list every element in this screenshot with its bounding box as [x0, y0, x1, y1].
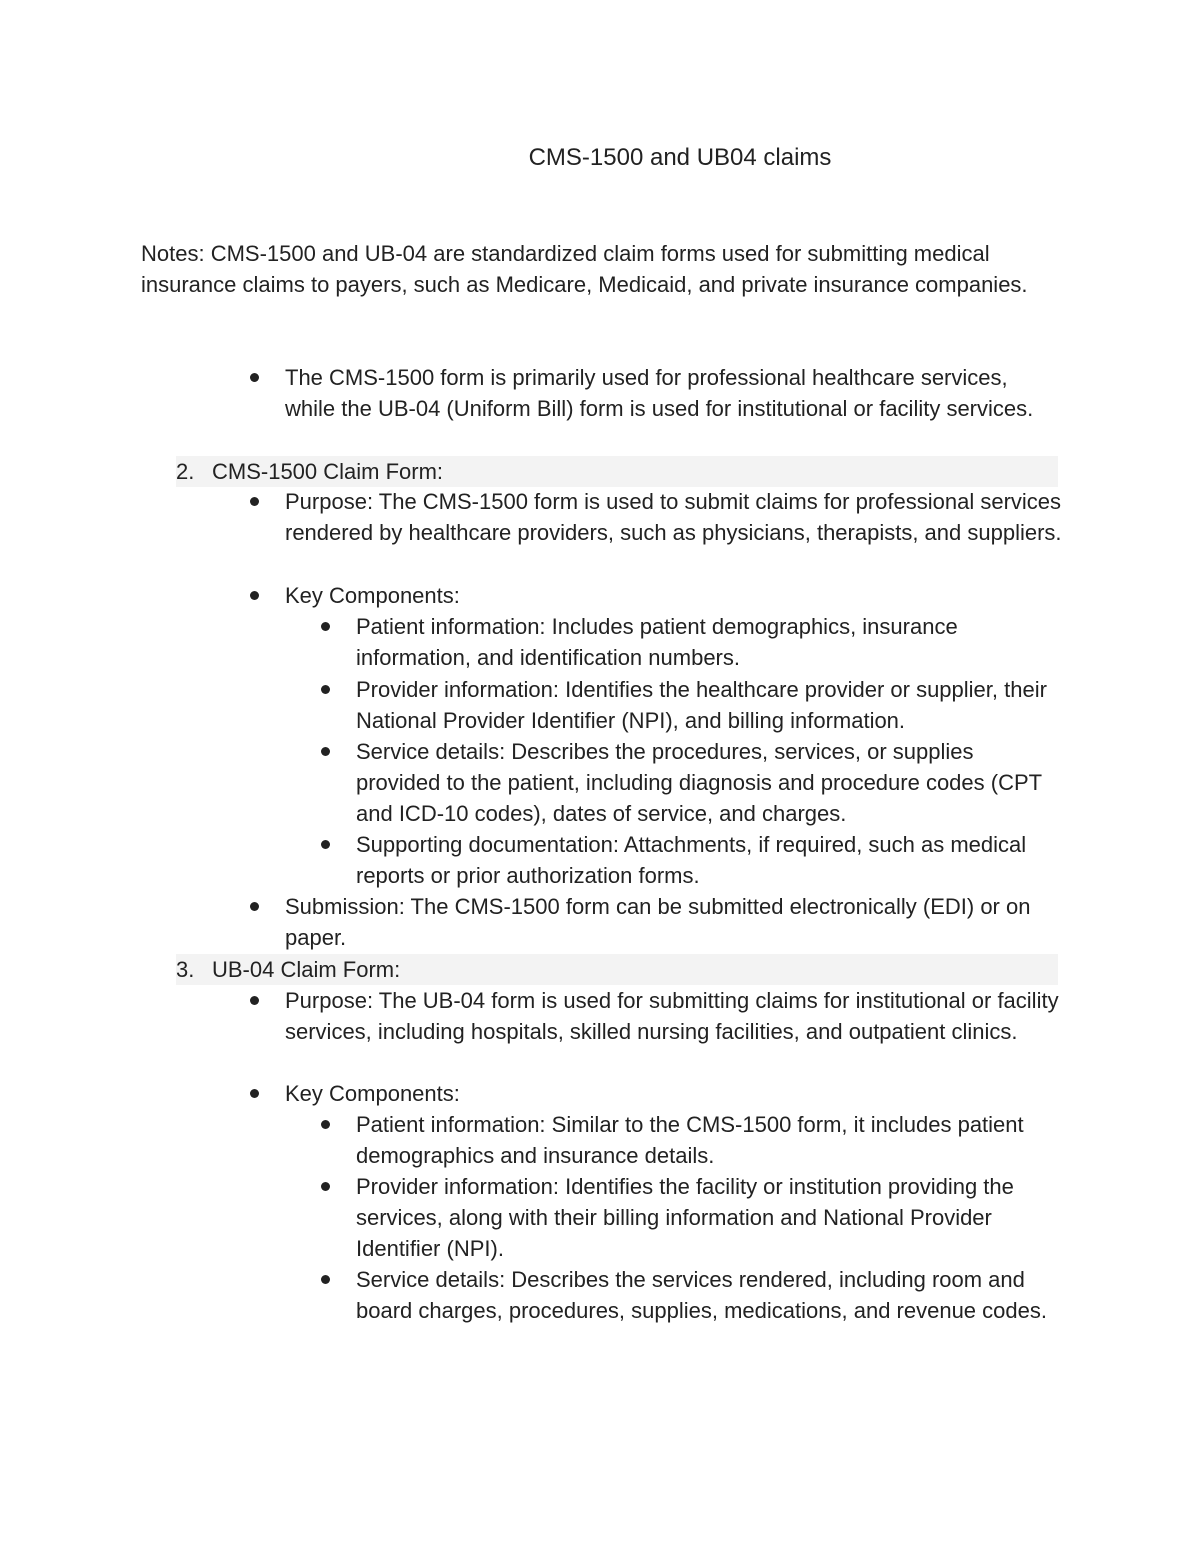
bullet-icon — [321, 840, 330, 849]
bullet-icon — [250, 902, 259, 911]
bullet-icon — [250, 373, 259, 382]
section-heading-text: CMS-1500 Claim Form: — [212, 459, 444, 484]
cms1500-component-text: Supporting documentation: Attachments, if required, such as medical reports or prior authorization forms. — [356, 832, 1027, 889]
ub04-key-components-bullet — [250, 1078, 1062, 1109]
ub04-component-item — [321, 1109, 1061, 1171]
overview-bullet-text: The CMS-1500 form is primarily used for professional healthcare services, while the UB-04 (Uniform Bill) form is used for institutional or facility services. — [285, 365, 1034, 422]
overview-bullet — [250, 362, 1062, 424]
ub04-key-components-label: Key Components: — [285, 1081, 460, 1106]
ub04-component-text: Patient information: Similar to the CMS-1500 form, it includes patient demographics and insurance details. — [356, 1112, 1024, 1169]
section-number: 2. — [176, 459, 195, 484]
intro-paragraph: Notes: CMS-1500 and UB-04 are standardized claim forms used for submitting medical insurance claims to payers, such as Medicare, Medicaid, and private insurance companies. — [141, 241, 1028, 298]
cms1500-component-text: Provider information: Identifies the healthcare provider or supplier, their National Provider Identifier (NPI), and billing information. — [356, 677, 1047, 734]
bullet-icon — [250, 1089, 259, 1098]
document-title: CMS-1500 and UB04 claims — [528, 144, 832, 171]
cms1500-purpose-bullet — [250, 486, 1062, 548]
cms1500-key-components-bullet — [250, 580, 1062, 611]
ub04-component-item — [321, 1264, 1061, 1326]
cms1500-component-text: Service details: Describes the procedures, services, or supplies provided to the patient, including diagnosis and procedure codes (CPT and ICD-10 codes), dates of service, and charges. — [356, 739, 1042, 827]
section-number: 3. — [176, 957, 195, 982]
ub04-component-text: Service details: Describes the services rendered, including room and board charges, procedures, supplies, medications, and revenue codes. — [356, 1267, 1047, 1324]
ub04-component-item — [321, 1171, 1061, 1265]
bullet-icon — [321, 622, 330, 631]
bullet-icon — [321, 1120, 330, 1129]
bullet-icon — [250, 591, 259, 600]
section-heading-ub04 — [176, 954, 1058, 985]
section-heading-text: UB-04 Claim Form: — [212, 957, 401, 982]
bullet-icon — [321, 685, 330, 694]
cms1500-submission-text: Submission: The CMS-1500 form can be submitted electronically (EDI) or on paper. — [285, 894, 1031, 951]
ub04-purpose-bullet — [250, 985, 1062, 1047]
bullet-icon — [321, 1182, 330, 1191]
cms1500-component-text: Patient information: Includes patient demographics, insurance information, and identification numbers. — [356, 614, 958, 671]
bullet-icon — [250, 996, 259, 1005]
section-heading-cms1500 — [176, 456, 1058, 487]
cms1500-key-components-label: Key Components: — [285, 583, 460, 608]
ub04-purpose-text: Purpose: The UB-04 form is used for submitting claims for institutional or facility services, including hospitals, skilled nursing facilities, and outpatient clinics. — [285, 988, 1059, 1045]
cms1500-component-item — [321, 736, 1061, 830]
bullet-icon — [250, 497, 259, 506]
cms1500-purpose-text: Purpose: The CMS-1500 form is used to submit claims for professional services rendered by healthcare providers, such as physicians, therapists, and suppliers. — [285, 489, 1062, 546]
ub04-component-text: Provider information: Identifies the facility or institution providing the services, along with their billing information and National Provider Identifier (NPI). — [356, 1174, 1014, 1262]
cms1500-component-item — [321, 829, 1061, 891]
bullet-icon — [321, 1275, 330, 1284]
cms1500-submission-bullet — [250, 891, 1062, 953]
cms1500-component-item — [321, 674, 1061, 736]
cms1500-component-item — [321, 611, 1061, 673]
bullet-icon — [321, 747, 330, 756]
